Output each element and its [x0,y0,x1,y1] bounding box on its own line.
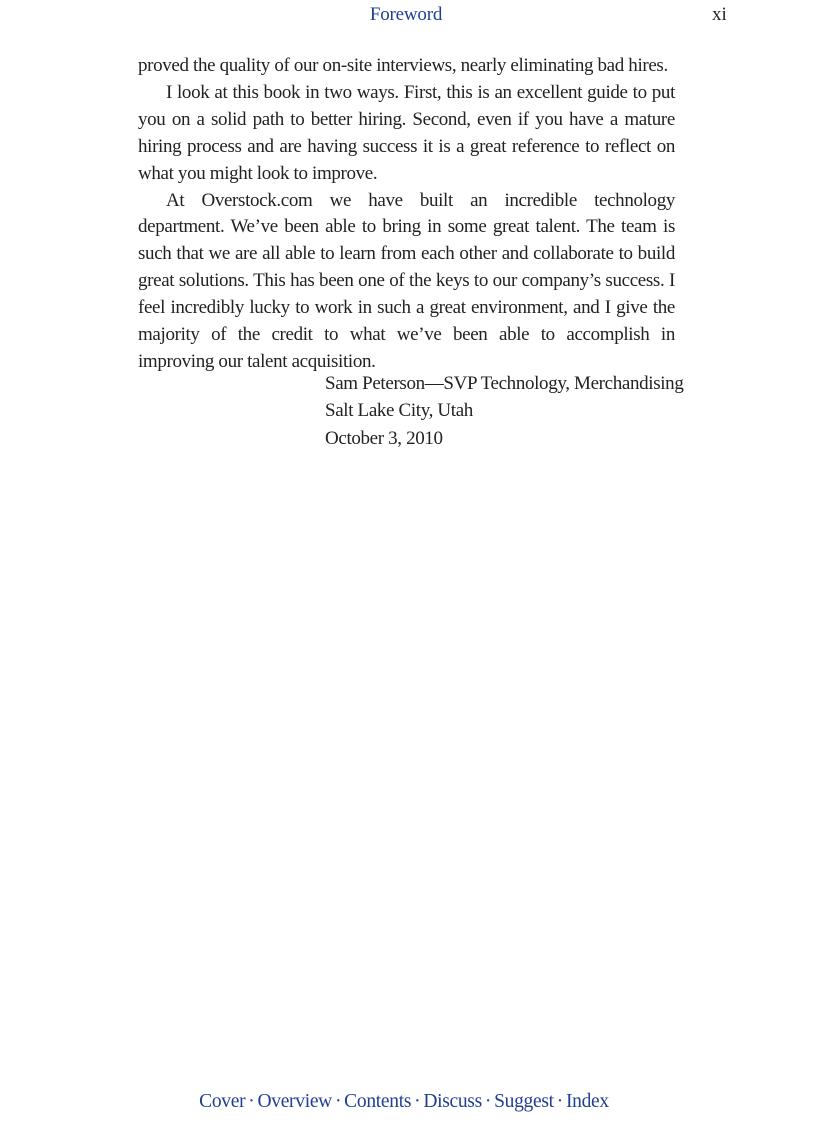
signature-date: October 3, 2010 [325,427,443,449]
nav-link-index[interactable]: Index [565,1091,609,1112]
page-number: xi [712,4,727,25]
nav-link-suggest[interactable]: Suggest [494,1091,554,1112]
nav-separator: · [248,1091,255,1112]
nav-separator: · [484,1091,492,1112]
nav-separator: · [556,1091,563,1112]
paragraph: At Overstock.com we have built an incredible technology department. We’ve been able to bring in some great talent. The team is such that we are all able to learn from each other and collaborate to build great solutions. This has been one of the keys to our company’s success. I feel incredibly lucky to work in such a great environment, and I give the majority of the credit to what we’ve been able to accomplish in improving our talent acquisition. [138,189,675,372]
paragraph-continued: proved the quality of our on-site interviews, nearly eliminating bad hires. [138,55,668,76]
signature-name: Sam Peterson—SVP Technology, Merchandising [325,373,684,394]
footer-navigation [0,1091,808,1113]
nav-link-contents[interactable]: Contents [344,1091,412,1112]
paragraph: I look at this book in two ways. First, this is an excellent guide to put you on a solid path to better hiring. Second, even if you have a mature hiring process and are having success it is a great reference to reflect on what you might look to improve. [138,81,675,184]
running-header-title[interactable]: Foreword [369,4,443,25]
nav-separator: · [334,1091,342,1112]
nav-separator: · [414,1091,421,1112]
nav-link-cover[interactable]: Cover [199,1091,246,1112]
signature-location: Salt Lake City, Utah [325,400,473,422]
nav-link-discuss[interactable]: Discuss [423,1091,482,1112]
signature-block [325,370,683,452]
nav-link-overview[interactable]: Overview [257,1091,332,1112]
body-text [138,53,675,376]
